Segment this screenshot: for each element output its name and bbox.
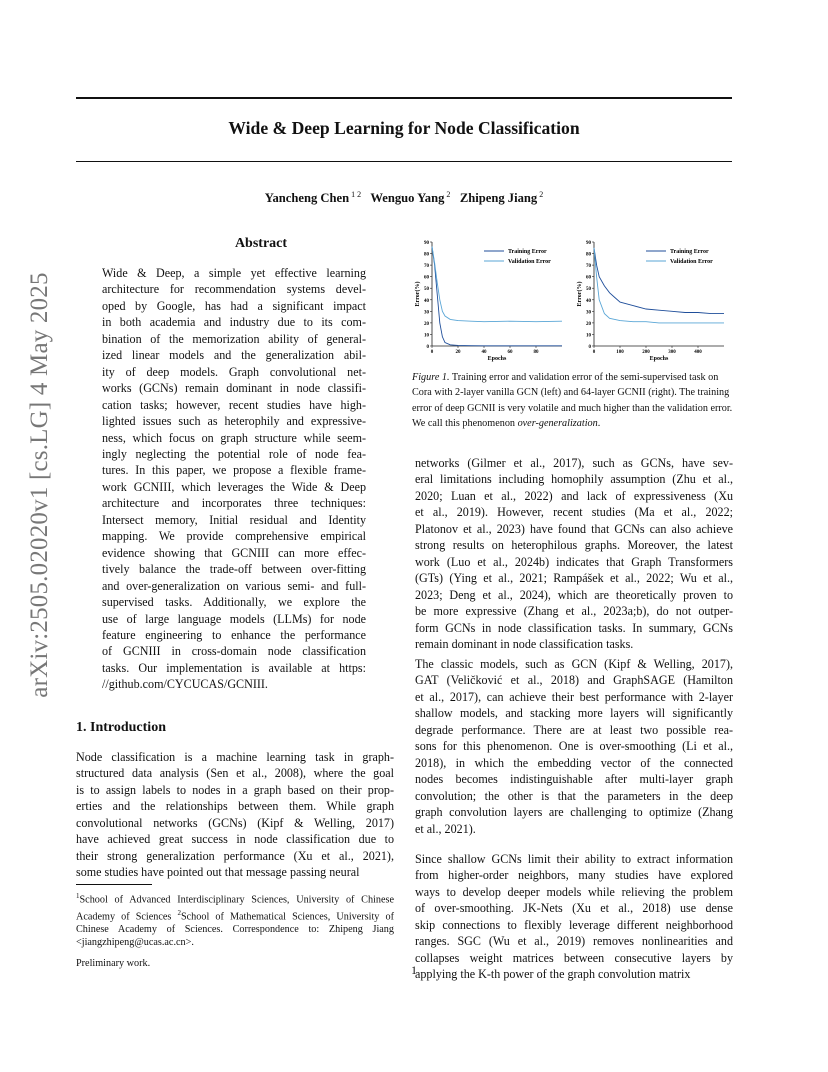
- intro-body: [76, 749, 394, 881]
- abstract-line: ness, which focus on graph structure while seem-: [102, 430, 366, 445]
- y-tick-label: 10: [586, 333, 591, 339]
- arxiv-stamp-text: arXiv:2505.02020v1 [cs.LG] 4 May 2025: [26, 272, 53, 698]
- intro-line: erties and the relationships between them. While graph: [76, 799, 394, 814]
- footnote-affiliations: $^1$School of Advanced Interdisciplinary Sciences, University of Chinese Academy of Sciences $^2$School of Mathematical Sciences, University of Chinese Academy of Sciences. Correspondence to: Zhipeng Jiang <jiangzhipeng@ucas.ac.cn>.: [76, 892, 394, 948]
- body-line: sons for this phenomenon. One is over-smoothing (Li et al.,: [415, 739, 733, 754]
- body-line: graph convolution layers are challenging to optimize (Zhang: [415, 805, 733, 820]
- y-tick-label: 70: [424, 264, 429, 270]
- body-line: be more expressive (Zhang et al., 2023a;b), do not outper-: [415, 604, 733, 619]
- legend-label-0: Training Error: [670, 249, 709, 255]
- abstract-line: ized linear models and the generalization abil-: [102, 348, 366, 363]
- y-tick-label: 20: [424, 321, 429, 327]
- body-line: degrade performance. There are at least two possible rea-: [415, 722, 733, 737]
- x-tick-label: 100: [616, 350, 624, 355]
- right-paragraph-1: [415, 455, 733, 652]
- legend-label-0: Training Error: [508, 249, 547, 255]
- abstract-line: tures. In this paper, we propose a flexible frame-: [102, 463, 366, 478]
- intro-line: their strong generalization performance (Xu et al., 2021),: [76, 848, 394, 863]
- abstract-line: tively balance the trade-off between over-fitting: [102, 562, 366, 577]
- footnote-rule: [76, 884, 152, 885]
- abstract-line: works (GCNs) remain dominant in node classifi-: [102, 381, 366, 396]
- intro-line: Node classification is a machine learning task in graph-: [76, 750, 394, 764]
- x-tick-label: 0: [430, 350, 434, 355]
- arxiv-stamp: [20, 272, 60, 698]
- abstract-line: Wide & Deep, a simple yet effective learning: [102, 266, 366, 280]
- body-line: applying the K-th power of the graph convolution matrix: [415, 967, 691, 982]
- intro-line: is to assign labels to nodes in a graph based on their prop-: [76, 782, 394, 797]
- abstract-heading: Abstract: [234, 236, 288, 251]
- body-line: et al., 2017), can achieve their best performance with 2-layer: [415, 689, 733, 704]
- intro-line: some studies have pointed out that message passing neural: [76, 865, 360, 880]
- abstract-line: Intersect memory, Initial residual and Identity: [102, 512, 366, 527]
- abstract-line: ingly neglecting the potential role of node fea-: [102, 446, 366, 461]
- y-tick-label: 0: [588, 345, 591, 350]
- legend-label-1: Validation Error: [508, 259, 551, 265]
- abstract-body: [102, 265, 366, 693]
- body-line: networks (Gilmer et al., 2017), such as GCNs, have sev-: [415, 456, 733, 470]
- page-number: 1: [411, 963, 417, 977]
- legend-label-1: Validation Error: [670, 259, 713, 265]
- body-line: 2020; Luan et al., 2022) and lack of expressiveness (Xu: [415, 488, 733, 503]
- x-tick-label: 0: [592, 350, 596, 355]
- author-3: Zhipeng Jiang $^2$: [459, 190, 544, 206]
- chart-gcnii-right: [574, 236, 734, 364]
- intro-line: structured data analysis (Sen et al., 2008), where the goal: [76, 766, 394, 781]
- y-tick-label: 40: [586, 298, 591, 304]
- body-line: 2023; Deng et al., 2024), which are theoretically proven to: [415, 587, 733, 602]
- y-tick-label: 0: [426, 345, 429, 350]
- body-line: collapses weight matrices between consecutive layers by: [415, 950, 733, 965]
- abstract-line: supervised tasks. Additionally, we explore the: [102, 595, 366, 610]
- series-line-1: [432, 247, 562, 322]
- y-tick-label: 30: [586, 310, 591, 316]
- body-line: strong results on heterophilous graphs. Moreover, the latest: [415, 538, 733, 553]
- y-axis-label: Error(%): [415, 281, 421, 307]
- intro-line: have achieved great success in node classification due to: [76, 832, 394, 847]
- body-line: ways to develop deeper models while relieving the problem: [415, 884, 733, 899]
- body-line: eral limitations including homophily assumption (Zhu et al.,: [415, 472, 733, 487]
- y-axis-label: Error(%): [577, 281, 583, 307]
- abstract-line: work GCNIII, which leverages the Wide & Deep: [102, 479, 366, 494]
- y-tick-label: 90: [586, 241, 591, 246]
- body-line: nodes becomes indistinguishable after multi-layer graph: [415, 772, 733, 787]
- body-line: 2018), in which the embedding vector of the connected: [415, 755, 733, 770]
- abstract-line: lighted issues such as heterophily and expressive-: [102, 414, 366, 429]
- footnote-preliminary: Preliminary work.: [76, 958, 151, 969]
- x-tick-label: 400: [694, 350, 702, 355]
- y-tick-label: 40: [424, 298, 429, 304]
- author-2: Wenguo Yang $^2$: [370, 190, 451, 206]
- chart-gcn-left: [412, 236, 572, 364]
- x-tick-label: 80: [533, 350, 539, 355]
- author-1: Yancheng Chen $^{1 2}$: [264, 190, 362, 206]
- x-axis-label: Epochs: [649, 356, 669, 362]
- body-line: ranges. SGC (Wu et al., 2019) removes nonlinearities and: [415, 934, 733, 949]
- intro-heading: 1. Introduction: [76, 720, 166, 735]
- abstract-line: use of large language models (LLMs) for node: [102, 611, 366, 626]
- abstract-line: evidence showing that GCNIII can more effec-: [102, 545, 366, 560]
- body-line: shallow models, and stacking more layers will significantly: [415, 706, 733, 721]
- title-top-rule: [76, 97, 732, 99]
- figure-caption: Figure 1. Training error and validation error of the semi-supervised task on Cora with 2-layer vanilla GCN (left) and 64-layer GCNII (right). The training error of deep GCNII is very volatile and much higher than the validation error. We call this phenomenon over-generalization.: [412, 372, 733, 429]
- body-line: from higher-order neighbors, many studies have explored: [415, 868, 733, 883]
- paper-title: Wide & Deep Learning for Node Classification: [228, 118, 580, 138]
- y-tick-label: 60: [586, 275, 591, 281]
- y-tick-label: 70: [586, 264, 591, 270]
- y-tick-label: 30: [424, 310, 429, 316]
- abstract-line: cation tasks; however, recent studies have high-: [102, 397, 366, 412]
- x-tick-label: 40: [481, 350, 487, 355]
- body-line: form GCNs in node classification tasks. In summary, GCNs: [415, 620, 733, 635]
- body-line: Platonov et al., 2023) have found that GCNs can also achieve: [415, 521, 733, 536]
- body-line: convolution; the other is that the parameters in the deep: [415, 788, 733, 803]
- abstract-line: of GCNIII in cross-domain node classification: [102, 644, 366, 659]
- body-line: remain dominant in node classification tasks.: [415, 636, 634, 651]
- x-tick-label: 200: [642, 350, 650, 355]
- body-line: of over-smoothing. JK-Nets (Xu et al., 2018) use dense: [415, 901, 733, 916]
- body-line: (GTs) (Ying et al., 2021; Rampášek et al., 2022; Wu et al.,: [415, 571, 733, 586]
- y-tick-label: 60: [424, 275, 429, 281]
- right-paragraph-2: [415, 656, 733, 837]
- body-line: Since shallow GCNs limit their ability to extract information: [415, 852, 733, 866]
- abstract-line: oped by Google, has had a significant impact: [102, 298, 366, 313]
- series-line-0: [594, 248, 724, 314]
- abstract-line: and over-generalization on various semi- and full-: [102, 578, 366, 593]
- body-line: The classic models, such as GCN (Kipf & Welling, 2017),: [415, 657, 733, 671]
- y-tick-label: 50: [424, 287, 429, 293]
- y-tick-label: 20: [586, 321, 591, 327]
- abstract-line: tasks. Our implementation is available at https:: [102, 660, 366, 675]
- abstract-line: in both academia and industry due to its com-: [102, 315, 366, 330]
- abstract-line: bination of the memorization ability of general-: [102, 331, 366, 346]
- x-tick-label: 20: [455, 350, 461, 355]
- body-line: et al., 2019). However, recent studies (Ma et al., 2022;: [415, 505, 733, 520]
- author-list: [76, 190, 732, 206]
- body-line: et al., 2021).: [415, 821, 476, 836]
- y-tick-label: 80: [586, 252, 591, 258]
- y-tick-label: 90: [424, 241, 429, 246]
- intro-line: convolutional networks (GCNs) (Kipf & Welling, 2017): [76, 815, 394, 830]
- abstract-line: architecture for recommendation systems devel-: [102, 282, 366, 297]
- x-tick-label: 60: [507, 350, 513, 355]
- abstract-line: architecture and incorporates three techniques:: [102, 496, 366, 511]
- x-axis-label: Epochs: [487, 356, 507, 362]
- abstract-line: feature engineering to enhance the performance: [102, 627, 366, 642]
- x-tick-label: 300: [668, 350, 676, 355]
- abstract-line: mapping. We provide comprehensive empirical: [102, 529, 366, 544]
- body-line: work (Luo et al., 2024b) indicates that Graph Transformers: [415, 554, 733, 569]
- abstract-line: ity of deep models. Graph convolutional net-: [102, 364, 366, 379]
- body-line: skip connections to flexibly leverage different neighborhood: [415, 917, 733, 932]
- y-tick-label: 10: [424, 333, 429, 339]
- title-bottom-rule: [76, 161, 732, 162]
- y-tick-label: 50: [586, 287, 591, 293]
- y-tick-label: 80: [424, 252, 429, 258]
- abstract-line: //github.com/CYCUCAS/GCNIII.: [102, 677, 268, 692]
- body-line: GAT (Veličković et al., 2018) and GraphSAGE (Hamilton: [415, 673, 733, 688]
